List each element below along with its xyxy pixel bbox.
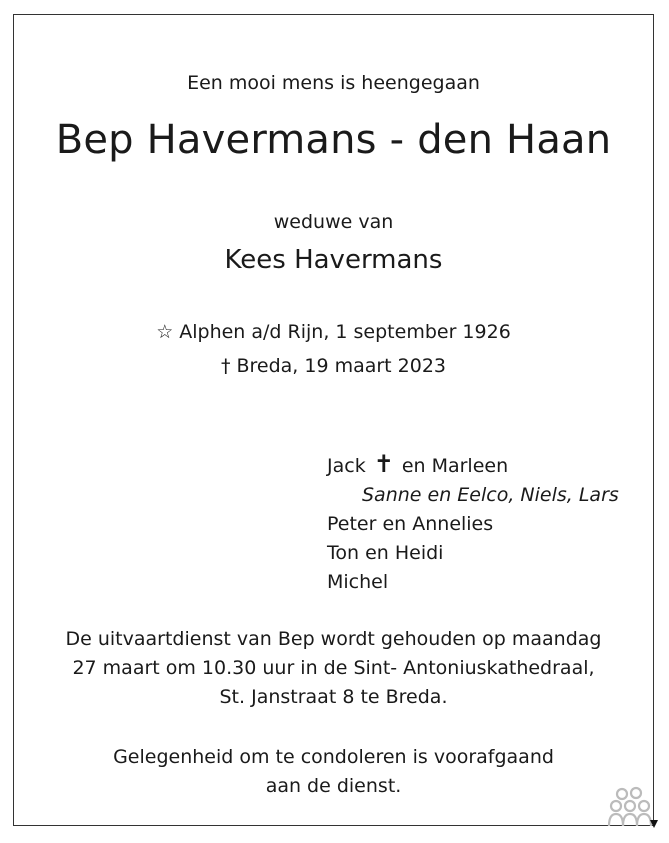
family-name: Jack (327, 455, 366, 477)
people-group-icon[interactable] (606, 786, 658, 830)
family-row (327, 452, 619, 481)
family-row: Peter en Annelies (327, 513, 494, 535)
condolence-line: aan de dienst. (265, 775, 402, 797)
service-line: St. Janstraat 8 te Breda. (219, 686, 448, 708)
widow-of-label: weduwe van (273, 211, 394, 233)
star-icon: ☆ (156, 321, 174, 343)
dagger-icon: † (220, 355, 231, 377)
service-line: De uitvaartdienst van Bep wordt gehouden op maandag (65, 628, 602, 650)
husband-name: Kees Havermans (224, 245, 443, 275)
intro-text: Een mooi mens is heengegaan (187, 72, 480, 94)
condolence-info (13, 743, 654, 801)
deceased-name: Bep Havermans - den Haan (55, 117, 612, 163)
family-name: en Marleen (401, 455, 509, 477)
grandchildren-row: Sanne en Eelco, Niels, Lars (362, 484, 619, 506)
family-row: Michel (327, 571, 389, 593)
death-line (13, 355, 654, 377)
condolence-line: Gelegenheid om te condoleren is voorafgaand (113, 746, 554, 768)
service-info (13, 625, 654, 712)
service-line: 27 maart om 10.30 uur in de Sint- Antoniuskathedraal, (72, 657, 595, 679)
death-text: Breda, 19 maart 2023 (236, 355, 447, 377)
birth-text: Alphen a/d Rijn, 1 september 1926 (179, 321, 511, 343)
family-list (327, 452, 619, 597)
birth-line (13, 321, 654, 343)
family-row: Ton en Heidi (327, 542, 444, 564)
cross-icon: ✝ (373, 450, 394, 478)
